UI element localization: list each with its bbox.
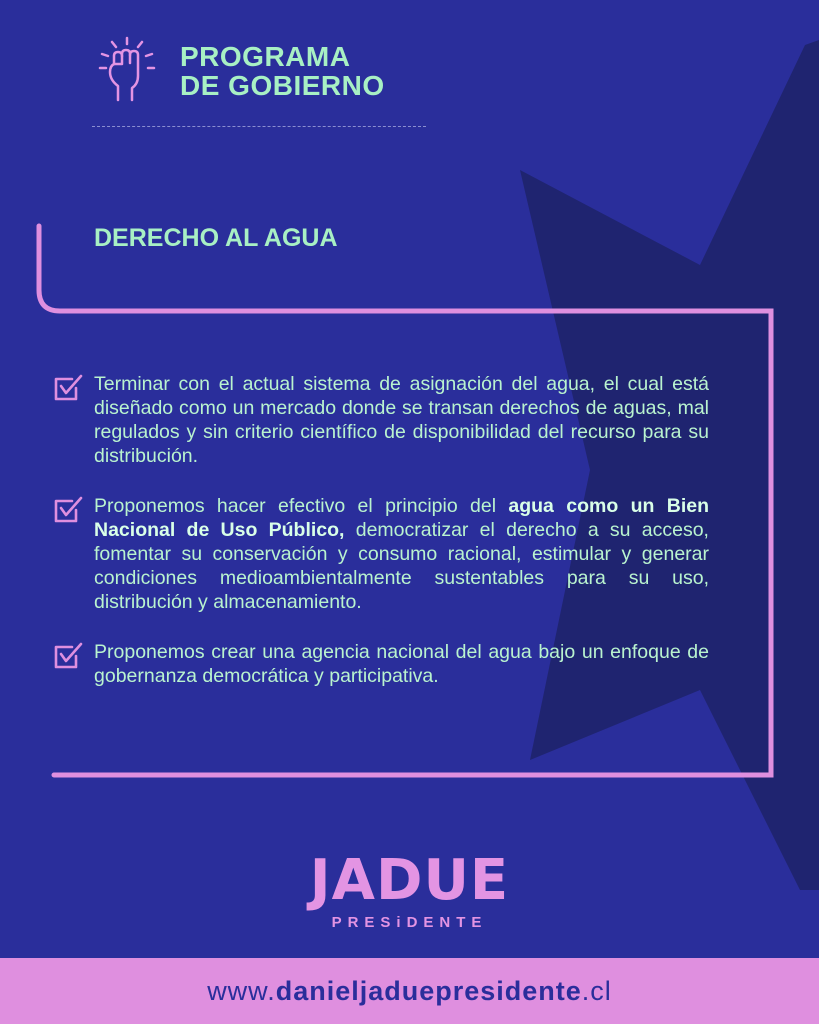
item-text-post: democratizar el derecho a su acceso, fomentar su conservación y consumo racional, estimular y generar condiciones medioambientalmente sustentables para su uso, distribución y almacenamiento. bbox=[94, 519, 709, 613]
list-item bbox=[54, 372, 709, 468]
url-prefix: www. bbox=[207, 975, 276, 1006]
title-line-2: DE GOBIERNO bbox=[180, 70, 385, 101]
item-text: Proponemos crear una agencia nacional del agua bajo un enfoque de gobernanza democrática y participativa. bbox=[94, 641, 709, 687]
checkbox-checked-icon bbox=[54, 642, 84, 670]
item-text bbox=[94, 494, 709, 614]
item-text: Terminar con el actual sistema de asignación del agua, el cual está diseñado como un mercado donde se transan derechos de aguas, mal regulados y sin criterio científico de disponibilidad del recurso para su distribución. bbox=[94, 373, 709, 467]
checkbox-checked-icon bbox=[54, 374, 84, 402]
proposal-list bbox=[54, 372, 709, 714]
website-link[interactable] bbox=[207, 976, 612, 1007]
url-domain: danieljaduepresidente bbox=[275, 975, 582, 1006]
footer-bar bbox=[0, 958, 819, 1024]
logo-subtitle: PRESiDENTE bbox=[331, 914, 488, 931]
list-item bbox=[54, 640, 709, 688]
title-line-1: PROGRAMA bbox=[180, 41, 351, 72]
url-suffix: .cl bbox=[581, 975, 612, 1006]
item-text-bold: agua como un Bien Nacional de Uso Público, bbox=[94, 495, 709, 541]
section-title: DERECHO AL AGUA bbox=[94, 224, 338, 252]
logo-name: JADUE bbox=[309, 848, 510, 913]
checkbox-checked-icon bbox=[54, 496, 84, 524]
item-text-pre: Proponemos hacer efectivo el principio del bbox=[94, 495, 509, 517]
list-item bbox=[54, 494, 709, 614]
